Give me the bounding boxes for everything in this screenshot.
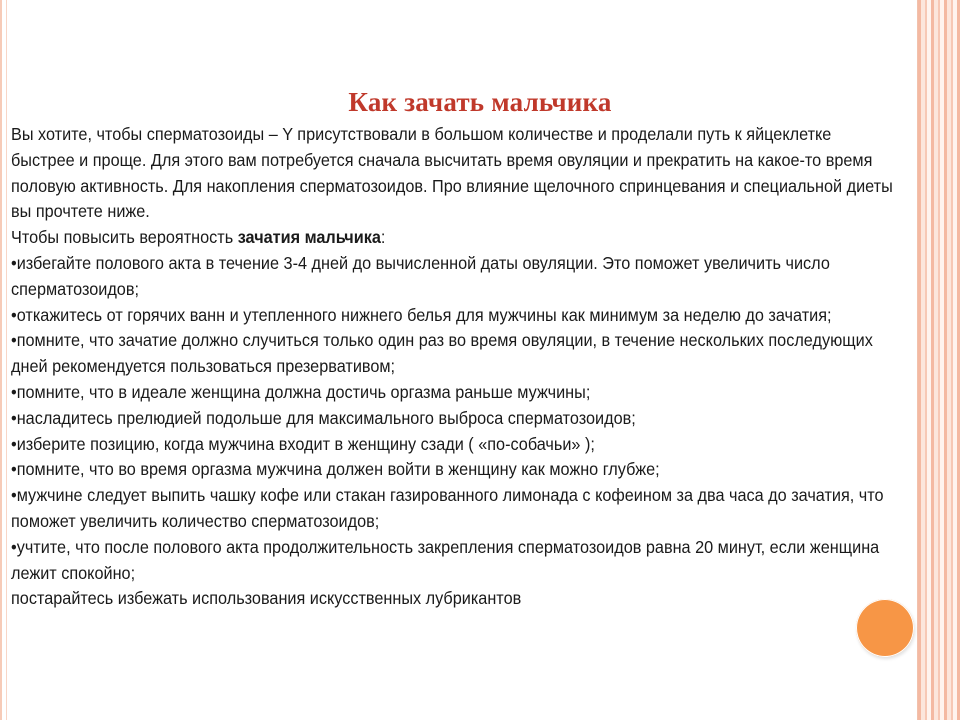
slide-title: Как зачать мальчика bbox=[348, 87, 612, 117]
list-item bbox=[11, 483, 895, 535]
list-item-text: избегайте полового акта в течение 3-4 дней до вычисленной даты овуляции. Это поможет увеличить число сперматозоидов; bbox=[11, 252, 830, 299]
bullet-icon: • bbox=[11, 381, 17, 402]
list-item bbox=[11, 432, 895, 458]
list-item-text: помните, что во время оргазма мужчина должен войти в женщину как можно глубже; bbox=[16, 459, 660, 480]
list-item-text: откажитесь от горячих ванн и утепленного нижнего белья для мужчины как минимум за неделю до зачатия; bbox=[16, 304, 832, 325]
lead-prefix: Чтобы повысить вероятность bbox=[11, 227, 238, 248]
bullet-icon: • bbox=[11, 252, 17, 273]
bullet-icon: • bbox=[11, 304, 17, 325]
list-item bbox=[11, 328, 895, 380]
bullet-icon: • bbox=[11, 536, 17, 557]
closing-line: постарайтесь избежать использования искусственных лубрикантов bbox=[11, 588, 522, 609]
list-item bbox=[11, 251, 895, 303]
bullet-icon: • bbox=[11, 433, 17, 454]
bullet-icon: • bbox=[11, 485, 17, 506]
bullet-icon: • bbox=[11, 459, 17, 480]
list-item-text: помните, что в идеале женщина должна достичь оргазма раньше мужчины; bbox=[16, 381, 591, 402]
list-item-text: мужчине следует выпить чашку кофе или стакан газированного лимонада с кофеином за два часа до зачатия, что поможет увеличить количество сперматозоидов; bbox=[11, 485, 884, 531]
list-item bbox=[11, 406, 895, 432]
lead-suffix: : bbox=[380, 227, 386, 248]
list-item-text: изберите позицию, когда мужчина входит в женщину сзади ( «по-собачьи» ); bbox=[16, 433, 595, 454]
bullet-icon: • bbox=[11, 407, 17, 428]
lead-bold: зачатия мальчика bbox=[237, 227, 381, 248]
list-item bbox=[11, 380, 895, 406]
list-item-text: учтите, что после полового акта продолжительность закрепления сперматозоидов равна 20 минут, если женщина лежит спокойно; bbox=[11, 536, 880, 583]
slide-body bbox=[11, 122, 895, 612]
list-item bbox=[11, 535, 895, 587]
list-item-text: насладитесь прелюдией подольше для максимального выброса сперматозоидов; bbox=[16, 407, 636, 428]
orange-circle-icon bbox=[856, 599, 914, 657]
list-item bbox=[11, 303, 895, 329]
lead-line bbox=[11, 225, 895, 251]
list-item-text: помните, что зачатие должно случиться только один раз во время овуляции, в течение нескольких последующих дней рекомендуется пользоваться презервативом; bbox=[11, 330, 873, 377]
bullet-icon: • bbox=[11, 330, 17, 351]
intro-paragraph: Вы хотите, чтобы сперматозоиды – Y присутствовали в большом количестве и проделали путь к яйцеклетке быстрее и проще. Для этого вам потребуется сначала высчитать время овуляции и прекратить на какое-то время половую активность. Для накопления сперматозоидов. Про влияние щелочного спринцевания и специальной диеты вы прочтете ниже. bbox=[11, 124, 893, 222]
list-item bbox=[11, 457, 895, 483]
